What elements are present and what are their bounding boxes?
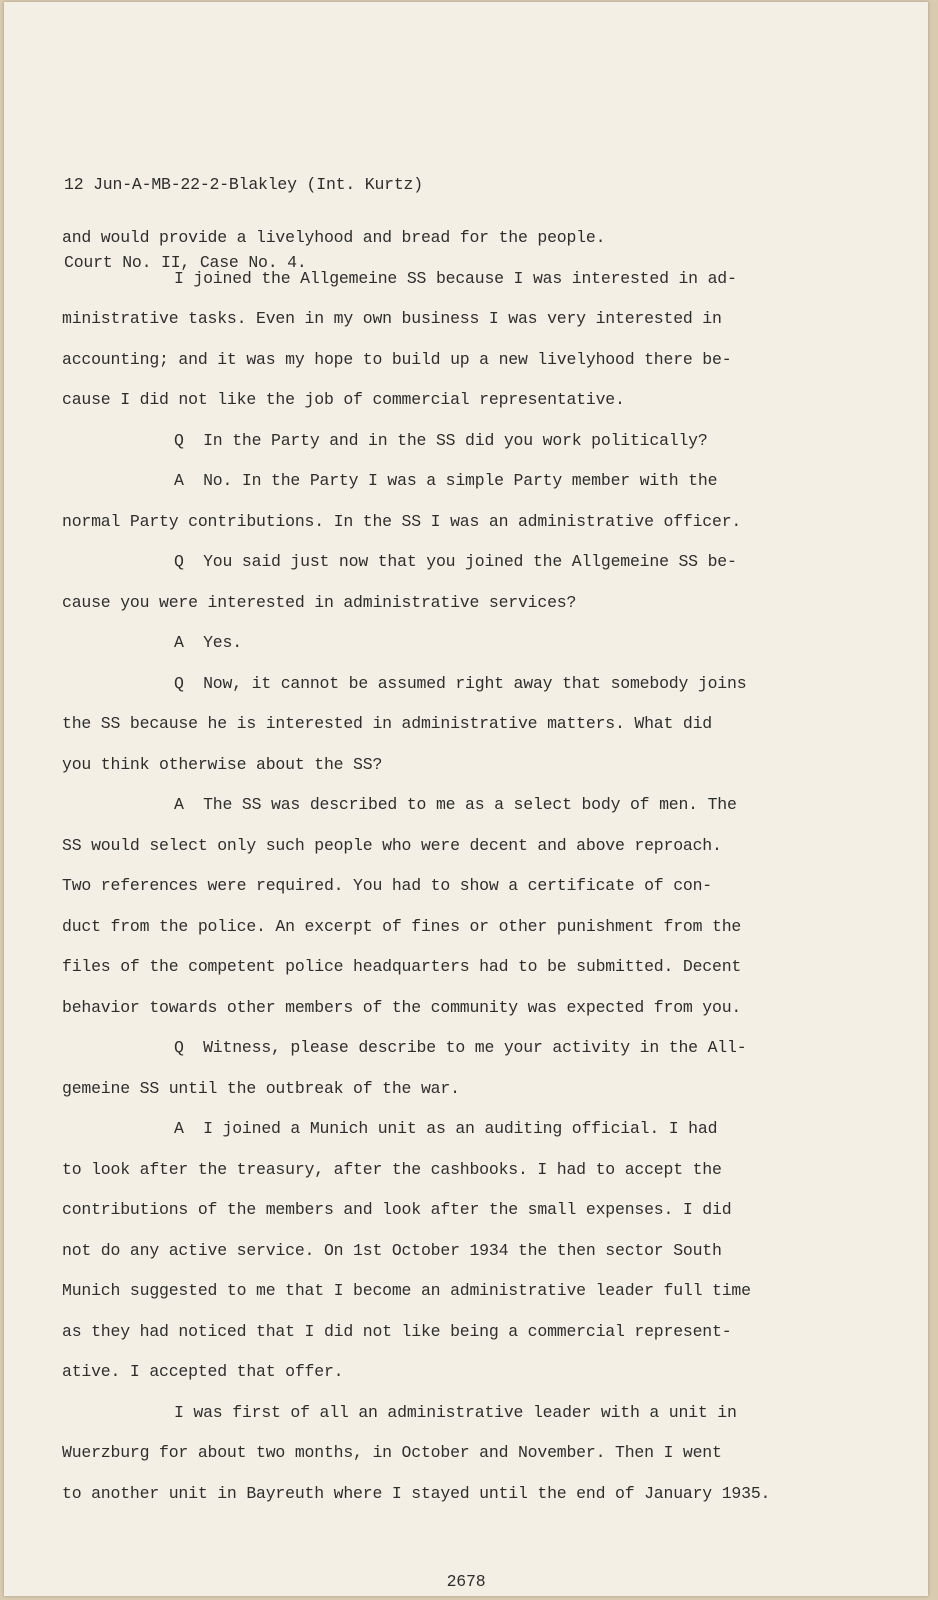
text-line: Wuerzburg for about two months, in October and November. Then I went bbox=[62, 1443, 722, 1462]
text-line: ministrative tasks. Even in my own business I was very interested in bbox=[62, 309, 722, 328]
text-line: to another unit in Bayreuth where I stayed until the end of January 1935. bbox=[62, 1483, 771, 1503]
text-line: as they had noticed that I did not like being a commercial represent- bbox=[62, 1321, 732, 1341]
text-line: to look after the treasury, after the cashbooks. I had to accept the bbox=[62, 1159, 722, 1179]
text-line: and would provide a livelyhood and bread for the people. bbox=[62, 228, 606, 247]
text-line: files of the competent police headquarters had to be submitted. Decent bbox=[62, 957, 742, 976]
text-line: not do any active service. On 1st October 1934 the then sector South bbox=[62, 1240, 722, 1260]
text-line: I was first of all an administrative leader with a unit in bbox=[174, 1402, 737, 1422]
text-line: contributions of the members and look after the small expenses. I did bbox=[62, 1200, 732, 1219]
text-line: A The SS was described to me as a select body of men. The bbox=[174, 795, 737, 814]
text-line: gemeine SS until the outbreak of the war. bbox=[62, 1078, 460, 1098]
text-line: accounting; and it was my hope to build up a new livelyhood there be- bbox=[62, 349, 732, 369]
page-number: 2678 bbox=[446, 1572, 486, 1591]
text-line: ative. I accepted that offer. bbox=[62, 1362, 344, 1381]
body-text bbox=[62, 218, 862, 1514]
text-line: SS would select only such people who were decent and above reproach. bbox=[62, 835, 722, 855]
text-line: A Yes. bbox=[174, 633, 242, 652]
header-line-2: Court No. II, Case No. 4. bbox=[64, 253, 307, 272]
text-line: the SS because he is interested in administrative matters. What did bbox=[62, 714, 713, 733]
document-page bbox=[4, 2, 928, 1596]
text-line: Munich suggested to me that I become an administrative leader full time bbox=[62, 1281, 751, 1300]
header-line-1: 12 Jun-A-MB-22-2-Blakley (Int. Kurtz) bbox=[64, 175, 423, 194]
text-line: I joined the Allgemeine SS because I was interested in ad- bbox=[174, 268, 737, 288]
text-line: cause I did not like the job of commercial representative. bbox=[62, 390, 625, 409]
text-line: A I joined a Munich unit as an auditing official. I had bbox=[174, 1119, 718, 1138]
text-line: you think otherwise about the SS? bbox=[62, 754, 383, 774]
text-line: normal Party contributions. In the SS I was an administrative officer. bbox=[62, 511, 742, 531]
text-line: Q Now, it cannot be assumed right away that somebody joins bbox=[174, 673, 747, 693]
text-line: Q You said just now that you joined the Allgemeine SS be- bbox=[174, 552, 737, 571]
text-line: cause you were interested in administrative services? bbox=[62, 592, 577, 612]
text-line: behavior towards other members of the community was expected from you. bbox=[62, 997, 742, 1017]
text-line: A No. In the Party I was a simple Party member with the bbox=[174, 471, 718, 490]
text-line: duct from the police. An excerpt of fines or other punishment from the bbox=[62, 916, 742, 936]
text-line: Q In the Party and in the SS did you work politically? bbox=[174, 430, 708, 450]
text-line: Q Witness, please describe to me your activity in the All- bbox=[174, 1038, 747, 1057]
text-line: Two references were required. You had to show a certificate of con- bbox=[62, 876, 713, 895]
